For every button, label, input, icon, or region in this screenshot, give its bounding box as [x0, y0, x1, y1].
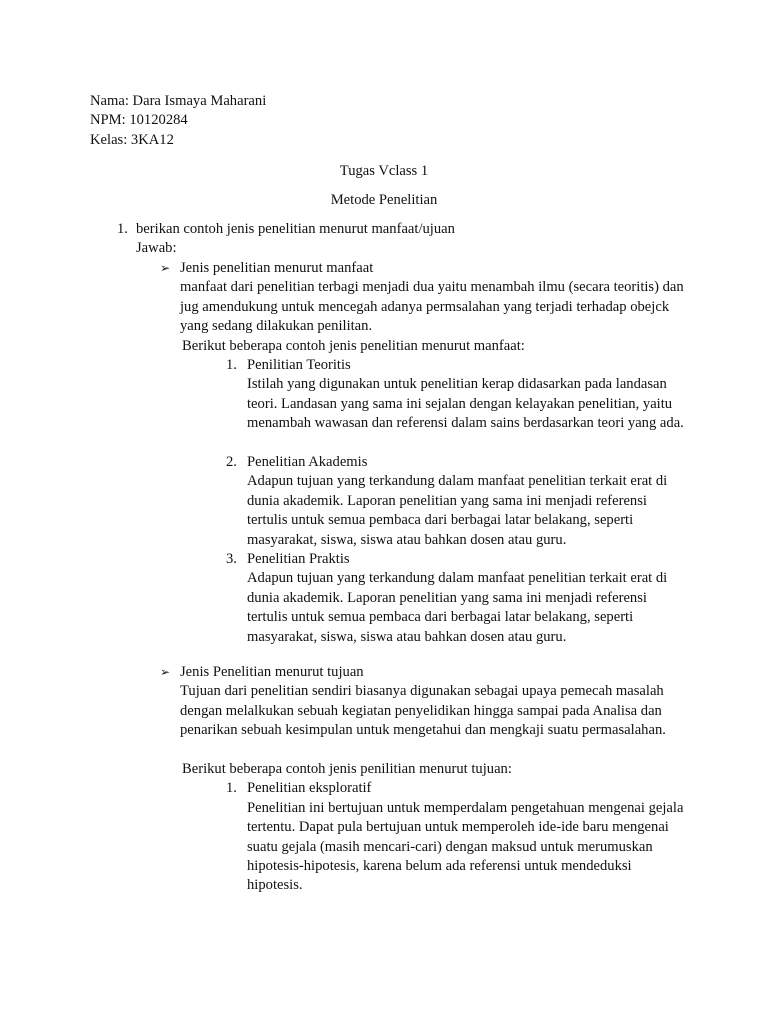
- item-title: Penilitian Teoritis: [247, 357, 351, 373]
- student-npm: NPM: 10120284: [90, 112, 188, 129]
- student-info: [90, 92, 266, 150]
- question-text: berikan contoh jenis penelitian menurut manfaat/ujuan: [136, 221, 455, 237]
- section-paragraph: Tujuan dari penelitian sendiri biasanya digunakan sebagai upaya pemecah masalah dengan melalkukan sebuah kegiatan penyelidikan hingga sampai pada Analisa dan penarikan sebuah kesimpulan untuk mengetahui dan mengkaji suatu permasalahan.: [180, 683, 666, 739]
- item-number: 1.: [226, 357, 237, 373]
- student-class: Kelas: 3KA12: [90, 131, 174, 148]
- item-number: 3.: [226, 551, 237, 567]
- item-description: Penelitian ini bertujuan untuk memperdalam pengetahuan mengenai gejala tertentu. Dapat pula bertujuan untuk memperoleh ide-ide baru mengenai suatu gejala (masih mencari-cari) dengan maksud untuk merumuskan hipotesis-hipotesis, karena belum ada referensi untuk mendeduksi hipotesis.: [247, 799, 684, 894]
- arrow-bullet-icon: ➢: [160, 261, 171, 275]
- section-heading: Jenis Penelitian menurut tujuan: [180, 664, 364, 680]
- arrow-bullet-icon: ➢: [160, 665, 171, 679]
- item-title: Penelitian Praktis: [247, 551, 350, 567]
- section-heading: Jenis penelitian menurut manfaat: [180, 260, 374, 276]
- item-description: Adapun tujuan yang terkandung dalam manfaat penelitian terkait erat di dunia akademik. Laporan penelitian yang sama ini menjadi referensi tertulis untuk semua pembaca dari berbagai latar belakang, seperti masyarakat, siswa, siswa atau bahkan dosen atau guru.: [247, 473, 668, 548]
- question-number: 1.: [117, 221, 128, 237]
- student-name: Nama: Dara Ismaya Maharani: [90, 93, 267, 109]
- section-intro: Berikut beberapa contoh jenis penelitian menurut manfaat:: [182, 337, 525, 354]
- document-title: Tugas Vclass 1: [339, 163, 429, 179]
- answer-label: Jawab:: [136, 240, 177, 257]
- item-number: 1.: [226, 780, 237, 797]
- item-number: 2.: [226, 454, 237, 470]
- item-title: Penelitian Akademis: [247, 454, 368, 470]
- item-description: Istilah yang digunakan untuk penelitian kerap didasarkan pada landasan teori. Landasan yang sama ini sejalan dengan kelayakan penelitian, yaitu menambah wawasan dan referensi dalam sains berdasarkan teori yang ada.: [247, 376, 684, 432]
- document-subtitle: Metode Penelitian: [330, 192, 438, 208]
- item-description: Adapun tujuan yang terkandung dalam manfaat penelitian terkait erat di dunia akademik. Laporan penelitian yang sama ini menjadi referensi tertulis untuk semua pembaca dari berbagai latar belakang, seperti masyarakat, siswa, siswa atau bahkan dosen atau guru.: [247, 570, 668, 645]
- item-title: Penelitian eksploratif: [247, 780, 372, 797]
- section-intro: Berikut beberapa contoh jenis penilitian menurut tujuan:: [182, 761, 512, 777]
- section-paragraph: manfaat dari penelitian terbagi menjadi dua yaitu menambah ilmu (secara teoritis) dan jug amendukung untuk mencegah adanya permsalahan yang terjadi terhadap obejck yang sedang dilakukan penilitan.: [180, 279, 684, 335]
